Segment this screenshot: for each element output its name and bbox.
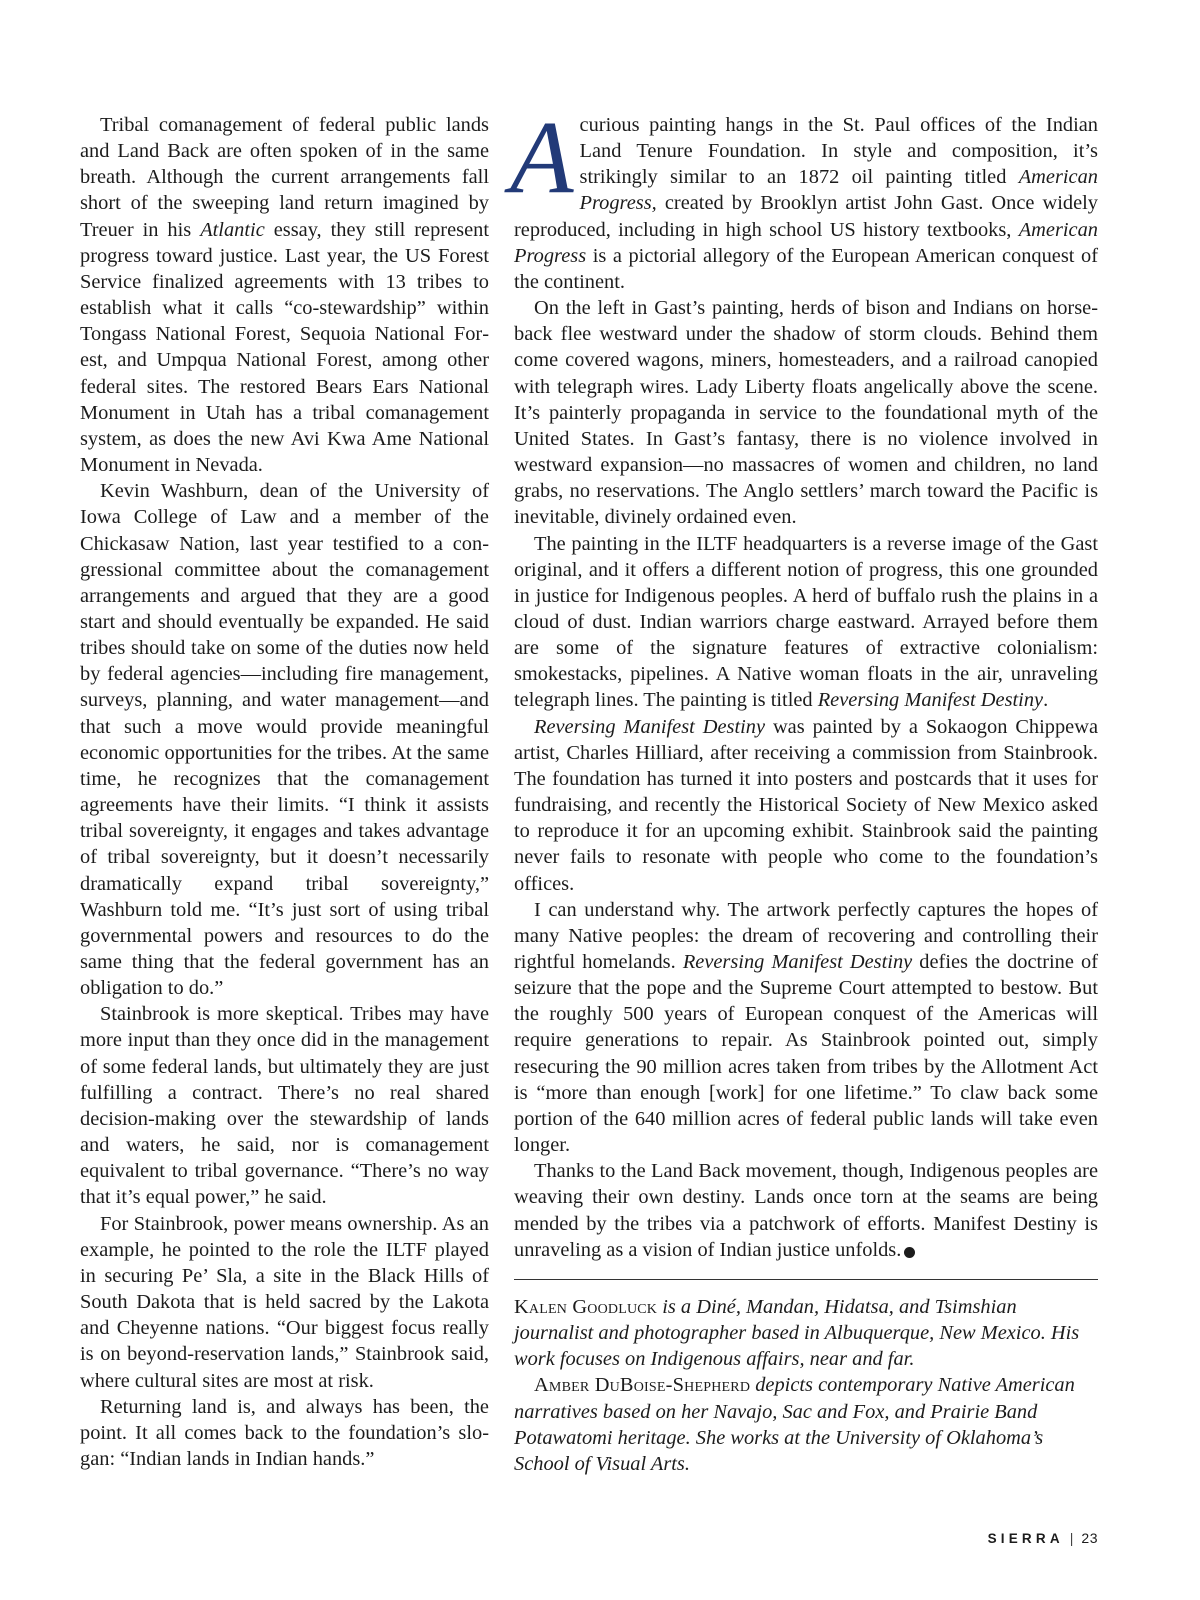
artwork-title: American Progress, bbox=[579, 166, 1098, 215]
paragraph bbox=[514, 897, 1098, 1159]
text-segment: I can understand why. The artwork perfectly captures the hopes of many Native peoples: the dream of recovering and controlling their rightful homelands. bbox=[514, 898, 1098, 973]
text-segment: Tribal comanagement of federal public lands and Land Back are often spoken of in the same breath. Although the current arrangements fall short of the sweeping land return imagined by Treuer in his bbox=[80, 114, 489, 241]
contributor-name: Amber DuBoise-Shepherd bbox=[534, 1374, 751, 1397]
text-segment: curious painting hangs in the St. Paul offices of the Indian Land Tenure Foundation. In style and composition, it’s strikingly similar to an 1872 oil painting titled bbox=[579, 114, 1098, 189]
paragraph bbox=[80, 112, 489, 478]
text-segment: Returning land is, and always has been, the point. It all comes back to the foundation’s slogan: “Indian lands in Indian hands.” bbox=[80, 1395, 489, 1470]
drop-cap: A bbox=[510, 100, 574, 215]
paragraph bbox=[514, 295, 1098, 530]
paragraph bbox=[80, 1394, 489, 1472]
artwork-title: American Progress bbox=[514, 218, 1098, 267]
page-footer bbox=[0, 1530, 1098, 1546]
artwork-title: Reversing Manifest Destiny bbox=[817, 689, 1044, 712]
text-segment: was painted by a Sokaogon Chippewa artist, Charles Hilliard, after receiving a commission from Stainbrook. The foundation has turned it into posters and postcards that it uses for fundraising, and recently the Historical Society of New Mexico asked to reproduce it for an upcoming exhibit. Stainbrook said the painting never fails to resonate with people who come to the foundation’s offices. bbox=[514, 715, 1098, 895]
paragraph bbox=[514, 1158, 1098, 1263]
paragraph bbox=[510, 100, 1098, 295]
text-segment: defies the doctrine of seizure that the pope and the Supreme Court attempted to bestow. But the roughly 500 years of European conquest of the Americas will require generations to repair. As Stainbrook pointed out, simply resecuring the 90 million acres taken from tribes by the Allotment Act is “more than enough [work] for one lifetime.” To claw back some portion of the 640 million acres of federal public lands will take even longer. bbox=[514, 951, 1098, 1157]
artwork-title: Reversing Manifest Destiny bbox=[682, 951, 913, 973]
magazine-name: SIERRA bbox=[987, 1531, 1064, 1546]
text-segment: For Stainbrook, power means ownership. As an example, he pointed to the role the ILTF played in securing Pe’ Sla, a site in the Black Hills of South Dakota that is held sacred by the Lakota and Cheyenne nations. “Our biggest focus really is on beyond-reservation lands,” Stainbrook said, where cultural sites are most at risk. bbox=[80, 1212, 489, 1392]
text-segment: Kevin Washburn, dean of the University of Iowa College of Law and a member of the Chickasaw Nation, last year testified to a congressional committee about the comanagement arrangements and argued that they are a good start and should eventually be expanded. He said tribes should take on some of the duties now held by federal agencies—including fire management, surveys, planning, and water management—and that such a move would provide meaningful economic opportunities for the tribes. At the same time, he recognizes that the comanagement agreements have their limits. “I think it assists tribal sovereignty, it engages and takes advantage of tribal sovereignty, but it doesn’t necessarily dramatically expand tribal sovereignty,” Washburn told me. “It’s just sort of using tribal governmental powers and resources to do the same thing that the federal government has an obligation to do.” bbox=[80, 480, 489, 1000]
bio-divider bbox=[514, 1279, 1098, 1280]
contributor-bios bbox=[514, 1294, 1098, 1477]
paragraph bbox=[80, 1001, 489, 1210]
paragraph bbox=[80, 478, 489, 1001]
text-segment: Thanks to the Land Back movement, though, Indigenous peoples are weaving their own destiny. Lands once torn at the seams are being mended by the tribes via a patchwork of efforts. Manifest Destiny is unraveling as a vision of Indian justice unfolds. bbox=[514, 1160, 1098, 1261]
bio-text: is a Diné, Mandan, Hidatsa, and Tsimshian journalist and photographer based in Albuquerque, New Mexico. His work focuses on Indigenous affairs, near and far. bbox=[514, 1295, 1080, 1371]
publication-title: Atlantic bbox=[200, 218, 265, 241]
bio-writer bbox=[514, 1294, 1098, 1372]
page-number: 23 bbox=[1081, 1530, 1098, 1546]
artwork-title: Reversing Manifest Destiny bbox=[534, 715, 766, 738]
paragraph bbox=[80, 1211, 489, 1394]
text-segment: . bbox=[1043, 689, 1049, 712]
end-of-article-icon: S bbox=[904, 1247, 915, 1258]
right-column bbox=[510, 100, 1098, 1477]
paragraph bbox=[514, 714, 1098, 897]
left-column bbox=[80, 112, 489, 1472]
text-segment: essay, they still represent progress toward justice. Last year, the US Forest Service finalized agreements with 13 tribes to establish what it calls “co-stewardship” within Tongass National Forest, Sequoia National Forest, and Umpqua National Forest, among other federal sites. The restored Bears Ears National Monument in Utah has a tribal comanagement system, as does the new Avi Kwa Ame National Monument in Nevada. bbox=[80, 218, 489, 477]
bio-illustrator bbox=[514, 1372, 1098, 1477]
text-segment: Stainbrook is more skeptical. Tribes may have more input than they once did in the management of some federal lands, but ultimately they are just fulfilling a contract. There’s no real shared decision-making over the stewardship of lands and waters, he said, nor is comanagement equivalent to tribal governance. “There’s no way that it’s equal power,” he said. bbox=[80, 1003, 489, 1209]
text-segment: is a pictorial allegory of the European American conquest of the continent. bbox=[514, 244, 1098, 293]
paragraph bbox=[514, 531, 1098, 714]
contributor-name: Kalen Goodluck bbox=[514, 1295, 658, 1318]
text-segment: On the left in Gast’s painting, herds of bison and Indians on horseback flee westward under the shadow of storm clouds. Behind them come covered wagons, miners, homesteaders, and a railroad canopied with telegraph wires. Lady Liberty floats angelically above the scene. It’s painterly propaganda in service to the foundational myth of the United States. In Gast’s fantasy, there is no violence involved in westward expansion—no massacres of women and children, no land grabs, no reservations. The Anglo settlers’ march toward the Pacific is inevitable, divinely ordained even. bbox=[514, 297, 1098, 529]
footer-separator: | bbox=[1069, 1530, 1074, 1546]
bio-text: depicts contemporary Native American narratives based on her Navajo, Sac and Fox, and Prairie Band Potawatomi heritage. She works at the University of Oklahoma’s School of Visual Arts. bbox=[514, 1374, 1075, 1475]
text-segment: The painting in the ILTF headquarters is a reverse image of the Gast original, and it offers a different notion of progress, this one grounded in justice for Indigenous peoples. A herd of buffalo rush the plains in a cloud of dust. Indian warriors charge eastward. Arrayed before them are some of the signature features of extractive colonialism: smokestacks, pipelines. A Native woman floats in the air, unraveling telegraph lines. The painting is titled bbox=[514, 532, 1098, 712]
text-segment: created by Brooklyn artist John Gast. Once widely reproduced, including in high school US history textbooks, bbox=[514, 192, 1098, 241]
